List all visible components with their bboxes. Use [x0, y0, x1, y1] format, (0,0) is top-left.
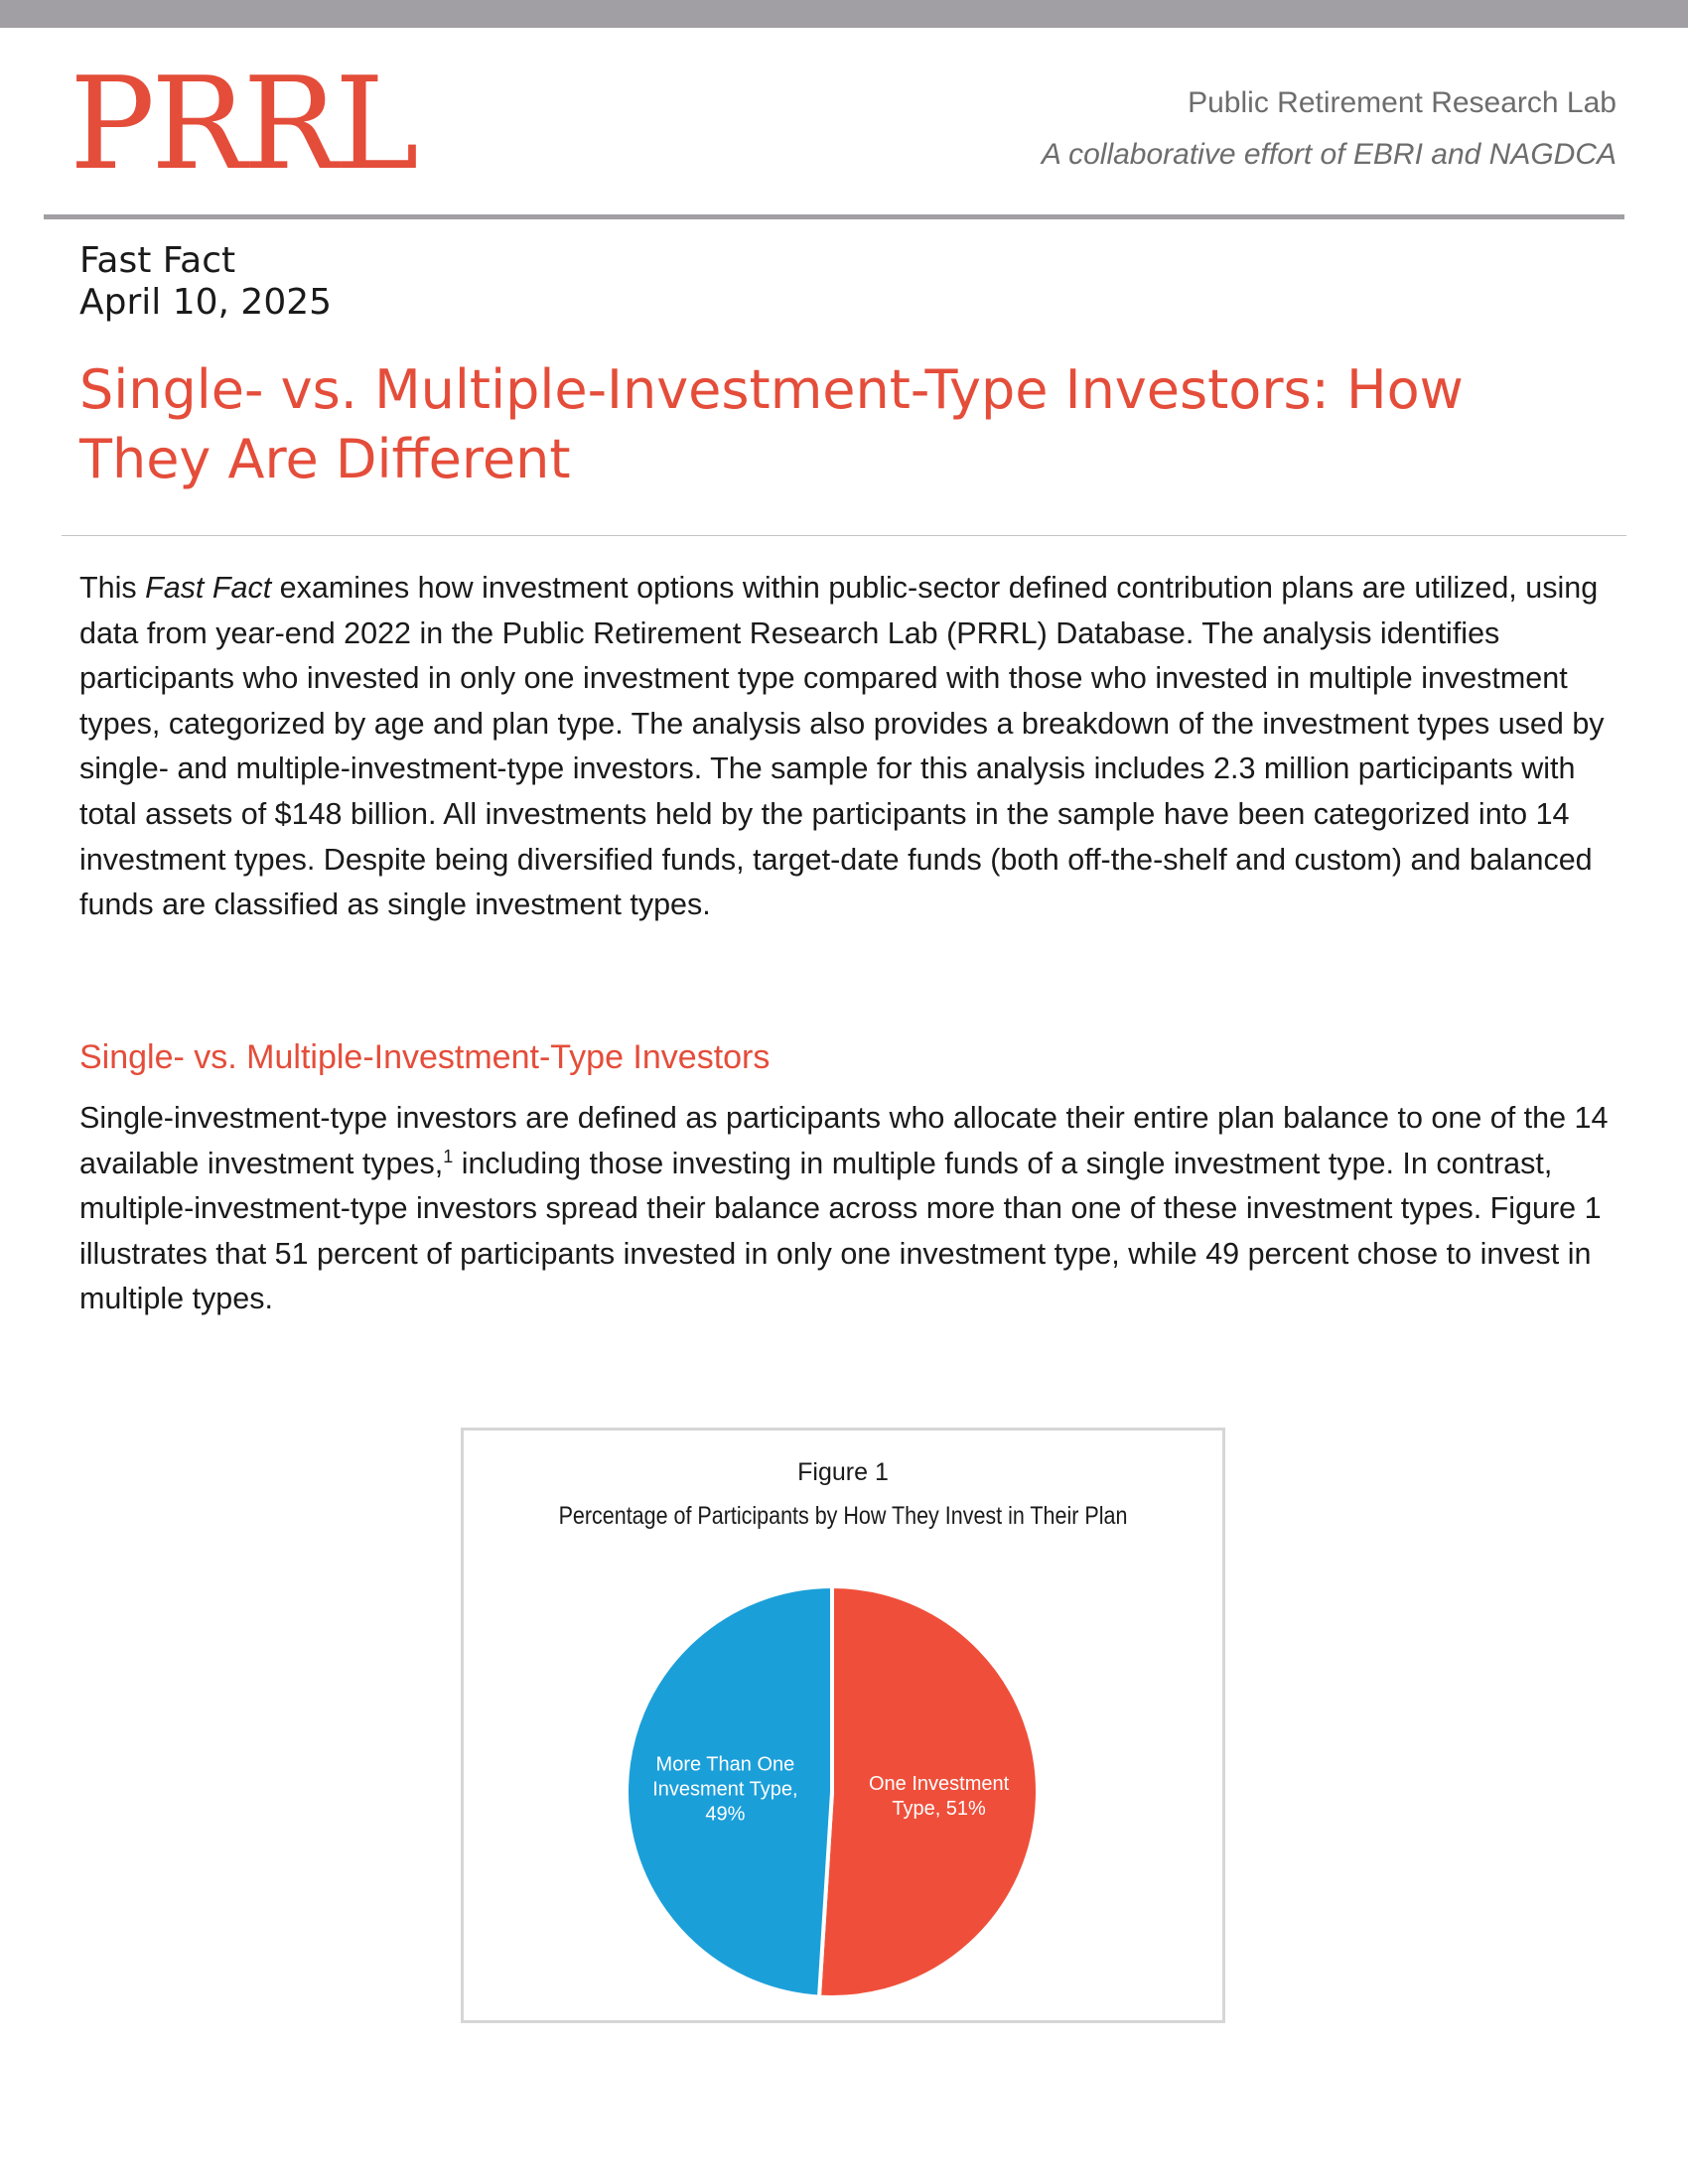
document-kind: Fast Fact — [79, 240, 236, 281]
pie-slice-label-line: Type, 51% — [892, 1797, 986, 1820]
section-text-before: Single-investment-type investors are defined as participants who allocate their entire plan balance to one of the 14 available investment types, — [79, 1101, 1609, 1180]
header-divider — [44, 214, 1624, 219]
figure-1 — [461, 1428, 1225, 2023]
top-accent-bar — [0, 0, 1688, 28]
pie-slice-label-line: 49% — [705, 1803, 746, 1826]
footnote-ref-1[interactable]: 1 — [443, 1146, 454, 1166]
pie-slice-label-line: Invesment Type, — [652, 1778, 798, 1801]
intro-paragraph — [79, 566, 1614, 928]
intro-text-emphasis: Fast Fact — [145, 571, 272, 605]
title-divider — [62, 535, 1626, 536]
page-title: Single- vs. Multiple-Investment-Type Investors: How They Are Different — [79, 358, 1464, 490]
section-heading: Single- vs. Multiple-Investment-Type Investors — [79, 1038, 771, 1076]
section-paragraph — [79, 1096, 1614, 1322]
figure-label: Figure 1 — [797, 1458, 889, 1486]
figure-title: Percentage of Participants by How They Invest in Their Plan — [558, 1502, 1128, 1530]
section-text-after: including those investing in multiple funds of a single investment type. In contrast, multiple-investment-type investors spread their balance across more than one of these investment types. Figure 1 illustrates that 51 percent of participants invested in only one investment type, while 49 percent chose to invest in multiple types. — [79, 1146, 1602, 1316]
org-name: Public Retirement Research Lab — [1188, 86, 1617, 119]
org-tagline: A collaborative effort of EBRI and NAGDCA — [1041, 138, 1617, 171]
intro-text-before: This — [79, 571, 146, 605]
prrl-logo: PRRL — [70, 51, 415, 199]
pie-chart — [464, 1431, 1222, 2020]
publication-date: April 10, 2025 — [79, 282, 333, 323]
pie-slice-label-line: More Than One — [655, 1753, 795, 1776]
pie-slice-label-line: One Investment — [868, 1772, 1010, 1795]
intro-text-after: examines how investment options within public-sector defined contribution plans are utilized, using data from year-end 2022 in the Public Retirement Research Lab (PRRL) Database. The analysis identifies participants who invested in only one investment type compared with those who invested in multiple investment types, categorized by age and plan type. The analysis also provides a breakdown of the investment types used by single- and multiple-investment-type investors. The sample for this analysis includes 2.3 million participants with total assets of $148 billion. All investments held by the participants in the sample have been categorized into 14 investment types. Despite being diversified funds, target-date funds (both off-the-shelf and custom) and balanced funds are classified as single investment types. — [79, 571, 1605, 922]
